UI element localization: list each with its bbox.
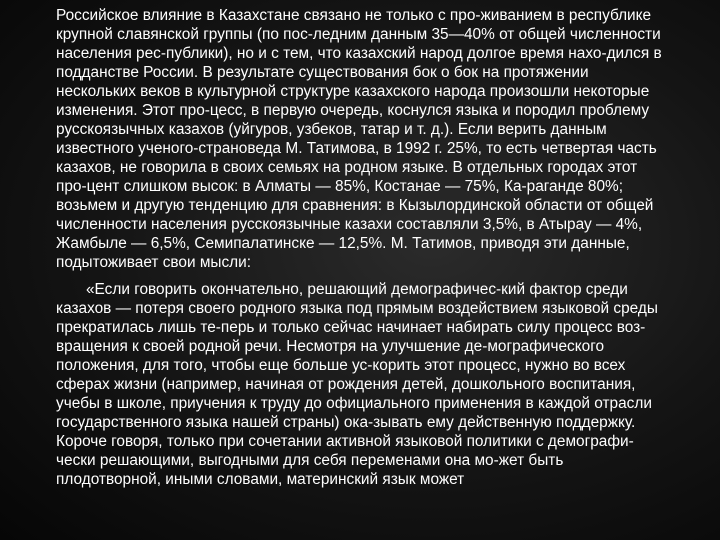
body-text xyxy=(56,6,666,489)
paragraph-quote: «Если говорить окончательно, решающий демографичес-кий фактор среди казахов — потеря своего родного языка под прямым воздействием языковой среды прекратилась лишь те-перь и только сейчас начинает набирать силу процесс воз-вращения к своей родной речи. Несмотря на улучшение де-мографического положения, для того, чтобы еще больше ус-корить этот процесс, нужно во всех сферах жизни (например, начиная от рождения детей, дошкольного воспитания, учебы в школе, приучения к труду до официального применения в каждой отрасли государственного языка нашей страны) ока-зывать ему действенную поддержку. Короче говоря, только при сочетании активной языковой политики с демографи-чески решающими, выгодными для себя переменами она мо-жет быть плодотворной, иными словами, материнский язык может xyxy=(56,281,658,488)
paragraph-main: Российское влияние в Казахстане связано не только с про-живанием в республике крупной славянской группы (по пос-ледним данным 35—40% от общей численности населения рес-публики), но и с тем, что казахский народ долгое время нахо-дился в подданстве России. В результате существования бок о бок на протяжении нескольких веков в культурной структуре казахского народа произошли некоторые изменения. Этот про-цесс, в первую очередь, коснулся языка и породил проблему русскоязычных казахов (уйгуров, узбеков, татар и т. д.). Если верить данным известного ученого-страноведа М. Татимова, в 1992 г. 25%, то есть четвертая часть казахов, не говорила в своих семьях на родном языке. В отдельных городах этот про-цент слишком высок: в Алматы — 85%, Костанае — 75%, Ка-раганде 80%; возьмем и другую тенденцию для сравнения: в Кызылординской области от общей численности населения русскоязычные казахи составляли 3,5%, в Атырау — 4%, Жамбыле — 6,5%, Семипалатинске — 12,5%. М. Татимов, приводя эти данные, подытоживает свои мысли: xyxy=(56,7,662,271)
